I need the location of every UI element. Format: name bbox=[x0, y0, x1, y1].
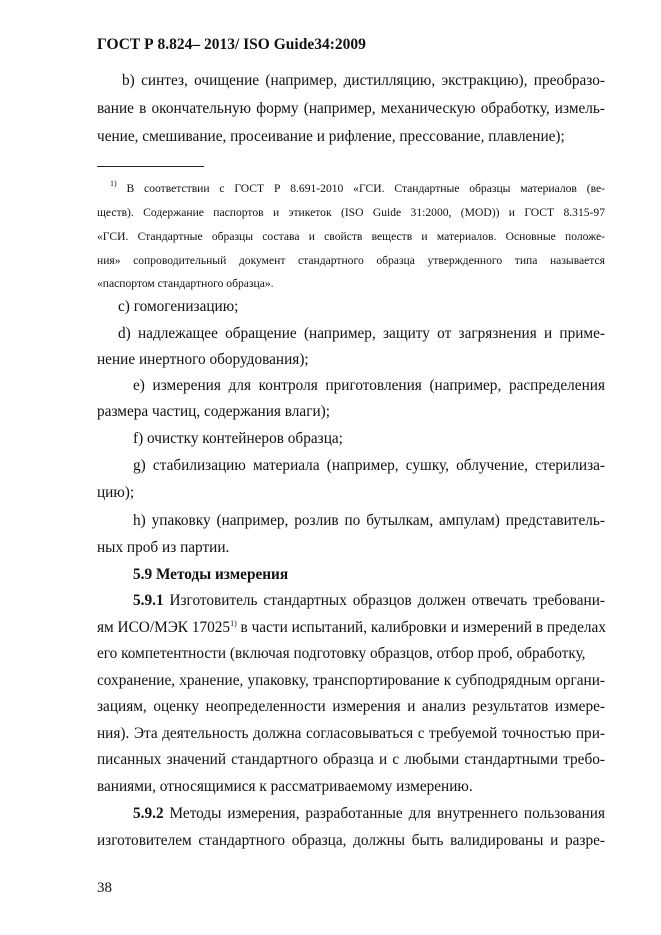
text-line bbox=[97, 539, 605, 557]
text-line bbox=[97, 645, 605, 663]
line-text: размера частиц, содержания влаги); bbox=[97, 403, 331, 420]
bold-heading: 5.9.1 bbox=[133, 592, 164, 609]
line-text: ных проб из партии. bbox=[97, 539, 230, 556]
text-line bbox=[133, 805, 605, 823]
text-line bbox=[133, 512, 605, 530]
line-text: зациям, оценку неопределенности измерения и анализ результатов измере- bbox=[97, 698, 605, 715]
line-text: в части испытаний, калибровки и измерений в пределах bbox=[236, 619, 606, 636]
line-text: h) упаковку (например, розлив по бутылкам, ампулам) представитель- bbox=[133, 512, 605, 529]
footnote-line bbox=[110, 179, 605, 196]
line-text: вание в окончательную форму (например, механическую обработку, измель- bbox=[97, 100, 605, 117]
footnote-marker: 1) bbox=[110, 179, 117, 188]
line-text: его компетентности (включая подготовку образцов, отбор проб, обработку, bbox=[97, 645, 586, 662]
text-line bbox=[97, 672, 605, 690]
line-text: f) очистку контейнеров образца; bbox=[133, 430, 343, 447]
text-line bbox=[133, 457, 605, 475]
footnote-line bbox=[97, 254, 605, 268]
text-line bbox=[133, 377, 605, 395]
line-text: В соответствии с ГОСТ Р 8.691-2010 «ГСИ. Стандартные образцы материалов (ве- bbox=[116, 182, 605, 195]
line-text: c) гомогенизацию; bbox=[118, 298, 239, 315]
text-line bbox=[97, 832, 605, 850]
text-line bbox=[97, 725, 605, 743]
line-text: цию); bbox=[97, 484, 135, 501]
line-text: e) измерения для контроля приготовления (например, распределения bbox=[133, 377, 605, 394]
text-line bbox=[97, 403, 605, 421]
text-line bbox=[97, 100, 605, 118]
text-line bbox=[97, 751, 605, 769]
text-line bbox=[133, 430, 605, 448]
line-text: d) надлежащее обращение (например, защиту от загрязнения и приме- bbox=[118, 325, 605, 342]
line-text: ваниями, относящимися к рассматриваемому измерению. bbox=[97, 778, 473, 795]
footnote-line bbox=[97, 230, 605, 244]
text-line bbox=[118, 325, 605, 343]
line-text: ния» сопроводительный документ стандартного образца утвержденного типа называется bbox=[97, 254, 605, 267]
text-line bbox=[118, 298, 605, 316]
line-text: чение, смешивание, просеивание и рифление, прессование, плавление); bbox=[97, 128, 565, 145]
text-line bbox=[97, 128, 605, 146]
line-text: b) синтез, очищение (например, дистилляцию, экстракцию), преобразо- bbox=[122, 72, 605, 89]
line-text: ния). Эта деятельность должна согласовываться с требуемой точностью при- bbox=[97, 725, 605, 742]
text-line bbox=[97, 778, 605, 796]
line-text: Изготовитель стандартных образцов должен отвечать требовани- bbox=[163, 592, 605, 609]
line-text: «паспортом стандартного образца». bbox=[97, 277, 274, 290]
text-line bbox=[97, 484, 605, 502]
line-text: сохранение, хранение, упаковку, транспортирование к субподрядным органи- bbox=[97, 672, 605, 689]
text-line bbox=[97, 619, 605, 637]
line-text: изготовителем стандартного образца, должны быть валидированы и разре- bbox=[97, 832, 605, 849]
text-line bbox=[97, 698, 605, 716]
line-text: ям ИСО/МЭК 17025 bbox=[97, 619, 231, 636]
footnote-reference: 1) bbox=[230, 619, 237, 628]
page-number: 38 bbox=[97, 880, 112, 896]
footnote-separator bbox=[97, 166, 204, 167]
bold-heading: 5.9 Методы измерения bbox=[133, 566, 289, 583]
document-header: ГОСТ Р 8.824– 2013/ ISO Guide34:2009 bbox=[97, 36, 366, 53]
text-line bbox=[122, 72, 605, 90]
text-line bbox=[133, 592, 605, 610]
footnote-line bbox=[97, 277, 605, 291]
text-line bbox=[97, 351, 605, 369]
bold-heading: 5.9.2 bbox=[133, 805, 164, 822]
text-line bbox=[133, 566, 605, 584]
footnote-line bbox=[97, 206, 605, 220]
line-text: ществ). Содержание паспортов и этикеток (ISO Guide 31:2000, (MOD)) и ГОСТ 8.315-97 bbox=[97, 206, 605, 219]
line-text: писанных значений стандартного образца и с любыми стандартными требо- bbox=[97, 751, 605, 768]
line-text: g) стабилизацию материала (например, сушку, облучение, стерилиза- bbox=[133, 457, 605, 474]
line-text: Методы измерения, разработанные для внутреннего пользования bbox=[163, 805, 605, 822]
line-text: нение инертного оборудования); bbox=[97, 351, 309, 368]
line-text: «ГСИ. Стандартные образцы состава и свойств веществ и материалов. Основные положе- bbox=[97, 230, 605, 243]
